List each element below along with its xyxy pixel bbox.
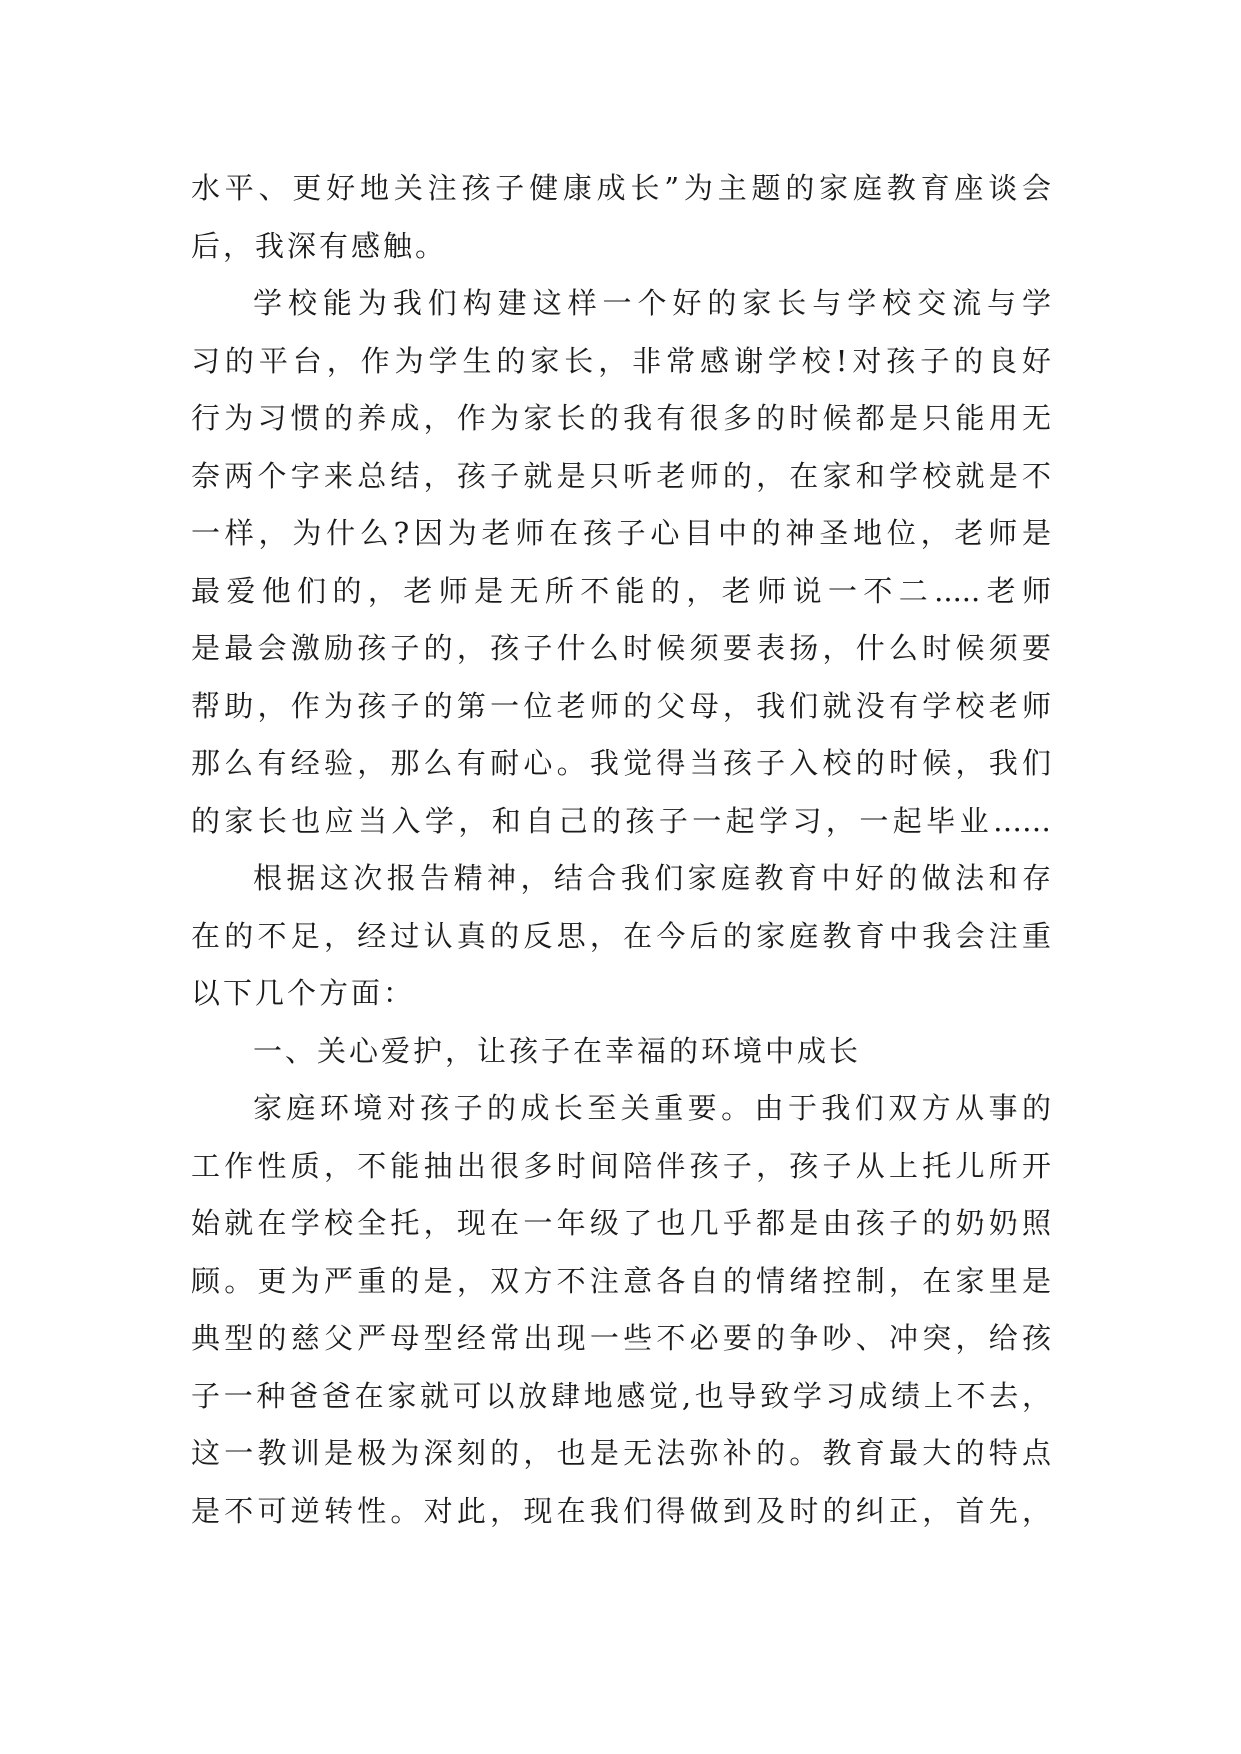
text-line: 习的平台，作为学生的家长，非常感谢学校!对孩子的良好 bbox=[191, 343, 1051, 378]
text-line: 顾。更为严重的是，双方不注意各自的情绪控制，在家里是 bbox=[191, 1263, 1051, 1298]
text-line: 始就在学校全托，现在一年级了也几乎都是由孩子的奶奶照 bbox=[191, 1206, 1051, 1240]
text-line: 工作性质，不能抽出很多时间陪伴孩子，孩子从上托儿所开 bbox=[191, 1148, 1051, 1183]
text-line: 行为习惯的养成，作为家长的我有很多的时候都是只能用无 bbox=[191, 401, 1051, 435]
text-line: 那么有经验，那么有耐心。我觉得当孩子入校的时候，我们 bbox=[191, 746, 1051, 780]
text-line: 是不可逆转性。对此，现在我们得做到及时的纠正，首先， bbox=[191, 1493, 1051, 1528]
text-line: 帮助，作为孩子的第一位老师的父母，我们就没有学校老师 bbox=[191, 688, 1051, 723]
document-page bbox=[191, 160, 1051, 1540]
text-line: 以下几个方面： bbox=[191, 976, 416, 1010]
section-heading: 一、关心爱护，让孩子在幸福的环境中成长 bbox=[253, 1033, 862, 1068]
text-line: 在的不足，经过认真的反思，在今后的家庭教育中我会注重 bbox=[191, 918, 1051, 953]
paragraph-start-line: 根据这次报告精神，结合我们家庭教育中好的做法和存 bbox=[253, 861, 1051, 895]
text-line: 是最会激励孩子的，孩子什么时候须要表扬，什么时候须要 bbox=[191, 631, 1051, 665]
paragraph-start-line: 学校能为我们构建这样一个好的家长与学校交流与学 bbox=[253, 286, 1051, 320]
text-line: 水平、更好地关注孩子健康成长”为主题的家庭教育座谈会 bbox=[191, 171, 1051, 205]
paragraph-start-line: 家庭环境对孩子的成长至关重要。由于我们双方从事的 bbox=[253, 1091, 1051, 1125]
text-line: 一样，为什么?因为老师在孩子心目中的神圣地位，老师是 bbox=[191, 516, 1051, 550]
text-line: 典型的慈父严母型经常出现一些不必要的争吵、冲突，给孩 bbox=[191, 1321, 1051, 1355]
text-line: 子一种爸爸在家就可以放肆地感觉,也导致学习成绩上不去， bbox=[191, 1378, 1051, 1413]
text-line: 这一教训是极为深刻的，也是无法弥补的。教育最大的特点 bbox=[191, 1436, 1051, 1470]
text-line: 后，我深有感触。 bbox=[191, 228, 448, 263]
text-line: 奈两个字来总结，孩子就是只听老师的，在家和学校就是不 bbox=[191, 458, 1051, 493]
text-line: 的家长也应当入学，和自己的孩子一起学习，一起毕业…… bbox=[191, 803, 1051, 838]
text-line: 最爱他们的，老师是无所不能的，老师说一不二.....老师 bbox=[191, 573, 1051, 608]
